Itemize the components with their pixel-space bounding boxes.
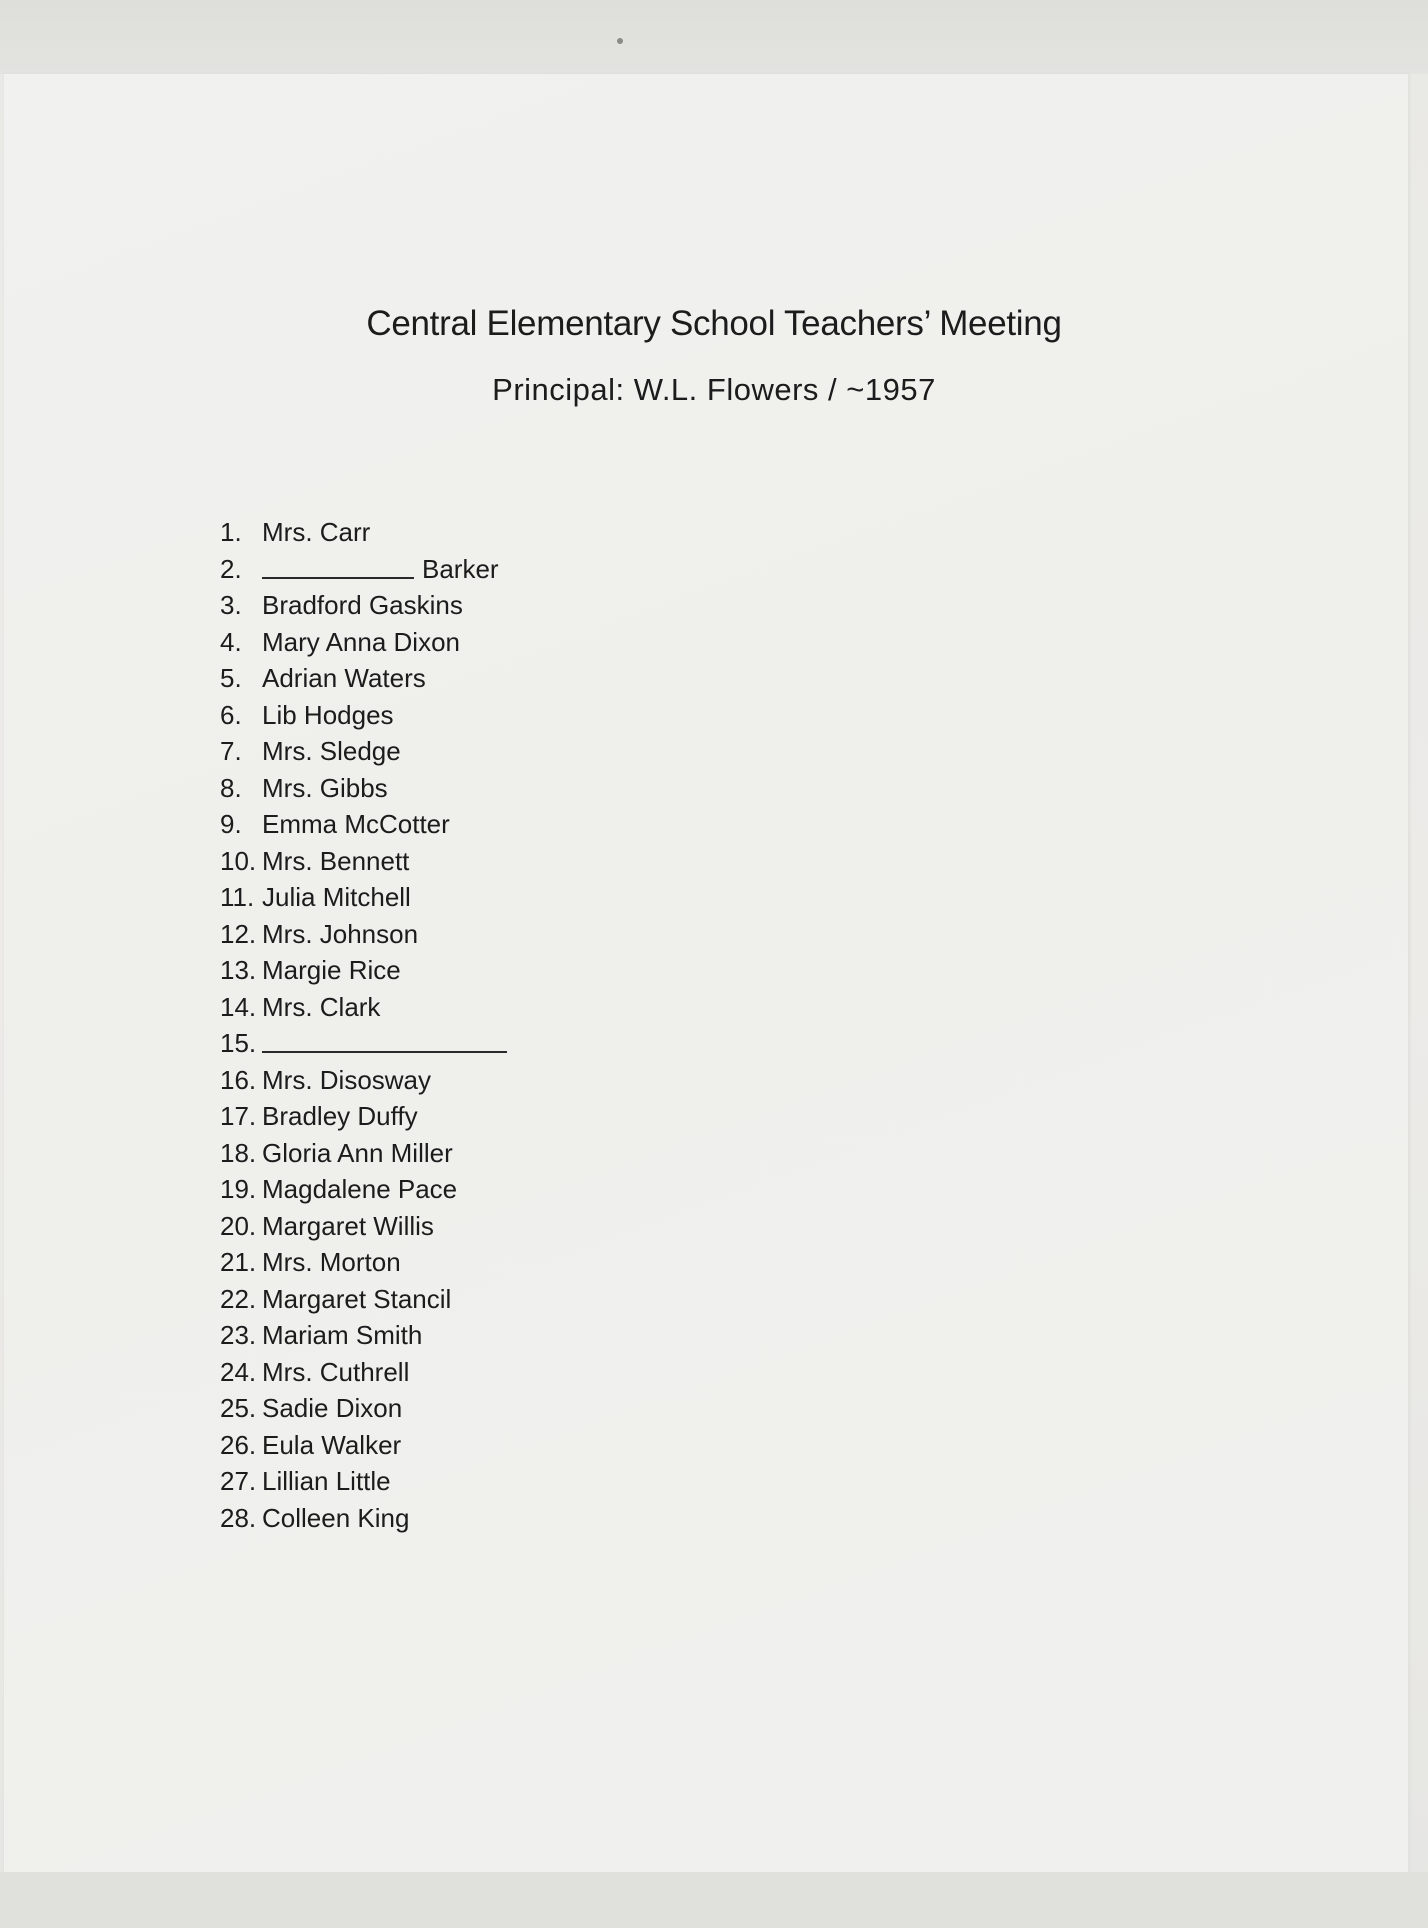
teacher-name: Bradford Gaskins [262,590,463,620]
blank-line [262,555,414,579]
item-number: 23. [220,1320,257,1350]
teacher-name: Magdalene Pace [262,1174,458,1204]
item-number: 26. [220,1429,257,1460]
teacher-name: Lib Hodges [262,699,394,730]
teacher-name: Eula Walker [262,1429,402,1460]
item-number: 28. [220,1502,257,1533]
item-number: 3. [220,590,242,620]
item-number: 19. [220,1174,257,1204]
item-number: 11. [220,882,255,912]
list-item [220,1098,507,1135]
list-item [220,1463,507,1500]
item-number: 4. [220,626,242,657]
list-item [220,697,507,734]
item-number: 17. [220,1101,257,1131]
item-number: 16. [220,1064,257,1095]
teacher-name: Mrs. Johnson [262,918,419,949]
list-item [220,1208,507,1245]
list-item [220,624,507,661]
item-number: 18. [220,1137,257,1168]
list-item [220,1244,507,1281]
scan-bottom-margin [0,1872,1428,1928]
scan-top-margin [0,0,1428,74]
teacher-name: Margie Rice [262,955,401,985]
item-number: 20. [220,1210,257,1241]
list-item [220,1171,507,1208]
item-number: 21. [220,1247,257,1277]
teacher-name: Mrs. Clark [262,991,381,1022]
teacher-name: Mrs. Morton [262,1247,401,1277]
list-item [220,1281,507,1318]
list-item [220,843,507,880]
teacher-name: Barker [422,553,499,584]
item-number: 8. [220,772,242,803]
document-title: Central Elementary School Teachers’ Meeting [366,304,1062,343]
teacher-name: Margaret Stancil [262,1283,452,1314]
item-number: 15. [220,1028,257,1058]
teacher-name: Mariam Smith [262,1320,423,1350]
teacher-name: Mrs. Carr [262,517,371,547]
item-number: 10. [220,845,257,876]
list-item [220,1025,507,1062]
teacher-name: Mrs. Sledge [262,736,401,766]
item-number: 2. [220,553,242,584]
document-subtitle: Principal: W.L. Flowers / ~1957 [492,372,936,407]
list-item [220,952,507,989]
item-number: 6. [220,699,242,730]
list-item [220,587,507,624]
item-number: 25. [220,1393,257,1423]
list-item [220,514,507,551]
list-item [220,1390,507,1427]
teacher-name: Bradley Duffy [262,1101,418,1131]
teacher-name: Lillian Little [262,1466,391,1496]
item-number: 24. [220,1356,257,1387]
item-number: 12. [220,918,257,949]
list-item [220,1062,507,1099]
dust-speck [617,38,623,44]
list-item [220,916,507,953]
teacher-name: Colleen King [262,1502,410,1533]
item-number: 7. [220,736,242,766]
list-item [220,879,507,916]
list-item [220,733,507,770]
teacher-name: Sadie Dixon [262,1393,403,1423]
list-item [220,1354,507,1391]
item-number: 5. [220,663,242,693]
list-item [220,660,507,697]
teacher-name: Mrs. Bennett [262,845,410,876]
item-number: 13. [220,955,257,985]
list-item [220,770,507,807]
item-number: 22. [220,1283,257,1314]
item-number: 9. [220,809,242,839]
item-number: 14. [220,991,257,1022]
list-item [220,551,507,588]
list-item [220,1317,507,1354]
paper-sheet [4,74,1410,1872]
teacher-name: Gloria Ann Miller [262,1137,453,1168]
teacher-name: Mary Anna Dixon [262,626,460,657]
teacher-name: Margaret Willis [262,1210,434,1241]
teacher-name: Emma McCotter [262,809,450,839]
teacher-name: Mrs. Cuthrell [262,1356,410,1387]
teacher-name: Mrs. Gibbs [262,772,388,803]
teacher-name: Julia Mitchell [262,882,411,912]
item-number: 27. [220,1466,257,1496]
item-number: 1. [220,517,242,547]
list-item [220,989,507,1026]
list-item [220,1427,507,1464]
teacher-name: Adrian Waters [262,663,426,693]
list-item [220,1135,507,1172]
teacher-list [220,514,507,1536]
list-item [220,1500,507,1537]
blank-line [262,1025,507,1053]
teacher-name: Mrs. Disosway [262,1064,432,1095]
list-item [220,806,507,843]
